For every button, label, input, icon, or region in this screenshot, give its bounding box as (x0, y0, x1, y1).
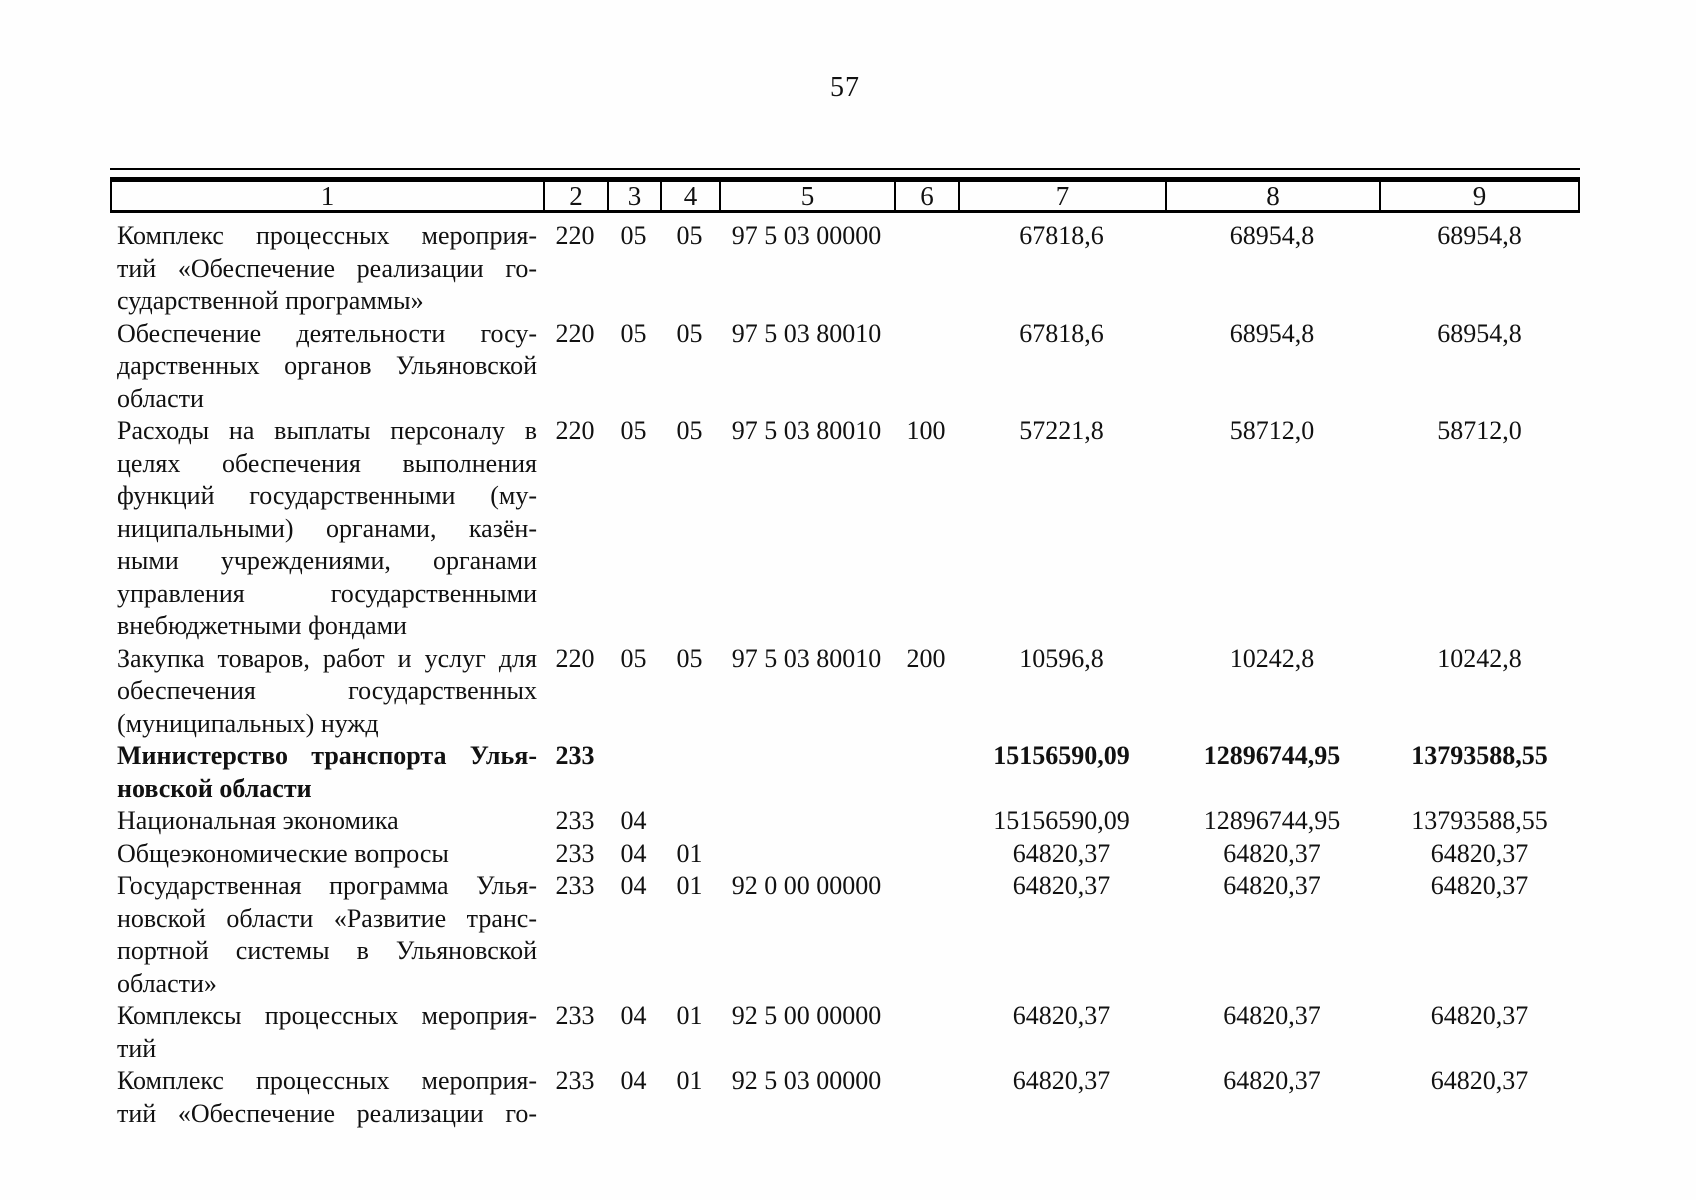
code-col2-cell: 233 (555, 741, 595, 770)
row-name-cell (110, 415, 543, 643)
code-col4-cell: 05 (676, 318, 703, 348)
budget-table (110, 168, 1580, 1130)
code-col2-cell: 233 (555, 871, 595, 900)
amount-col9-cell: 64820,37 (1430, 871, 1529, 900)
amount-col8-cell: 68954,8 (1229, 221, 1315, 250)
code-col2-cell: 220 (555, 643, 595, 673)
row-name-line: тий «Обеспечение реализации го- (117, 253, 537, 283)
row-name-line: ными учреждениями, органами (117, 546, 537, 575)
row-name-line: портной системы в Ульяновской (117, 936, 537, 965)
code-col6-cell: 100 (906, 416, 946, 445)
table-row (110, 1000, 1580, 1065)
row-name-line: тий «Обеспечение реализации го- (117, 1098, 537, 1128)
amount-col8-cell: 10242,8 (1229, 643, 1315, 673)
row-name-line: внебюджетными фондами (117, 611, 407, 640)
amount-col7-cell: 15156590,09 (993, 741, 1130, 770)
amount-col8-cell: 12896744,95 (1203, 806, 1341, 835)
table-row (110, 805, 1580, 838)
code-col2-cell: 220 (555, 221, 595, 250)
code-col5-cell: 97 5 03 80010 (731, 643, 882, 673)
row-name-line: обеспечения государственных (117, 676, 537, 705)
row-name-cell (110, 643, 543, 741)
header-col-4: 4 (662, 182, 721, 210)
row-name-line: целях обеспечения выполнения (117, 448, 537, 478)
table-row (110, 415, 1580, 643)
amount-col7-cell: 64820,37 (1012, 838, 1111, 868)
amount-col8-cell: 64820,37 (1223, 1066, 1321, 1095)
page-number: 57 (830, 72, 860, 103)
code-col3-cell: 05 (620, 221, 647, 250)
table-row (110, 220, 1580, 318)
amount-col7-cell: 64820,37 (1012, 1001, 1111, 1030)
row-name-line: Общеэкономические вопросы (117, 838, 449, 868)
table-row (110, 318, 1580, 416)
code-col3-cell: 04 (620, 871, 647, 900)
code-col3-cell: 04 (620, 806, 647, 835)
code-col2-cell: 233 (555, 838, 595, 868)
header-col-7: 7 (960, 182, 1167, 210)
amount-col9-cell: 68954,8 (1437, 221, 1522, 250)
code-col4-cell: 05 (676, 416, 703, 445)
table-row (110, 1065, 1580, 1130)
row-name-line: Министерство транспорта Улья- (117, 741, 537, 770)
code-col3-cell: 04 (620, 1001, 647, 1030)
amount-col7-cell: 67818,6 (1019, 318, 1104, 348)
header-col-5: 5 (721, 182, 896, 210)
row-name-line: области (117, 383, 204, 413)
amount-col9-cell: 64820,37 (1430, 838, 1529, 868)
row-name-line: Обеспечение деятельности госу- (117, 318, 537, 348)
code-col4-cell: 01 (676, 871, 703, 900)
header-col-1: 1 (112, 182, 545, 210)
code-col5-cell: 92 5 00 00000 (731, 1001, 882, 1030)
table-body (110, 213, 1580, 1130)
row-name-line: ниципальными) органами, казён- (117, 513, 537, 543)
row-name-line: дарственных органов Ульяновской (117, 351, 537, 380)
table-row (110, 740, 1580, 805)
row-name-cell (110, 318, 543, 416)
amount-col7-cell: 67818,6 (1019, 221, 1104, 250)
code-col3-cell: 05 (620, 643, 647, 673)
code-col5-cell: 97 5 03 80010 (731, 318, 882, 348)
row-name-cell (110, 1000, 543, 1065)
code-col4-cell: 01 (676, 1066, 703, 1095)
code-col2-cell: 233 (555, 806, 595, 835)
row-name-line: Комплекс процессных мероприя- (117, 221, 537, 250)
code-col5-cell: 92 5 03 00000 (731, 1066, 882, 1095)
table-row (110, 870, 1580, 1000)
table-row (110, 643, 1580, 741)
table-row (110, 838, 1580, 871)
row-name-cell (110, 1065, 543, 1130)
table-top-rule (110, 168, 1580, 170)
amount-col9-cell: 10242,8 (1437, 643, 1522, 673)
code-col3-cell: 05 (620, 318, 647, 348)
row-name-cell (110, 838, 543, 871)
row-name-line: управления государственными (117, 578, 537, 608)
code-col5-cell: 97 5 03 00000 (731, 221, 882, 250)
header-col-2: 2 (545, 182, 609, 210)
amount-col7-cell: 64820,37 (1012, 871, 1111, 900)
row-name-line: (муниципальных) нужд (117, 708, 379, 738)
code-col5-cell: 97 5 03 80010 (731, 416, 882, 445)
code-col5-cell: 92 0 00 00000 (731, 871, 882, 900)
code-col3-cell: 04 (620, 838, 647, 868)
row-name-line: области» (117, 968, 217, 998)
row-name-cell (110, 740, 543, 805)
amount-col8-cell: 64820,37 (1223, 871, 1321, 900)
amount-col9-cell: 64820,37 (1430, 1001, 1529, 1030)
code-col2-cell: 220 (555, 318, 595, 348)
code-col2-cell: 233 (555, 1066, 595, 1095)
code-col4-cell: 01 (676, 1001, 703, 1030)
code-col3-cell: 04 (620, 1066, 647, 1095)
header-col-8: 8 (1167, 182, 1381, 210)
amount-col9-cell: 13793588,55 (1411, 741, 1548, 770)
row-name-line: Закупка товаров, работ и услуг для (117, 643, 537, 673)
code-col2-cell: 233 (555, 1001, 595, 1030)
amount-col9-cell: 64820,37 (1430, 1066, 1529, 1095)
row-name-line: Комплексы процессных мероприя- (117, 1001, 537, 1030)
header-col-9: 9 (1472, 180, 1487, 211)
code-col4-cell: 05 (676, 221, 703, 250)
amount-col8-cell: 64820,37 (1223, 1001, 1321, 1030)
amount-col8-cell: 12896744,95 (1203, 741, 1341, 770)
amount-col9-cell: 68954,8 (1437, 318, 1522, 348)
row-name-line: функций государственными (му- (117, 481, 537, 510)
amount-col9-cell: 58712,0 (1437, 416, 1522, 445)
row-name-line: сударственной программы» (117, 286, 424, 315)
table-header-row (110, 177, 1580, 213)
code-col6-cell: 200 (906, 643, 946, 673)
row-name-cell (110, 805, 543, 838)
amount-col8-cell: 58712,0 (1229, 416, 1315, 445)
row-name-line: Национальная экономика (117, 806, 399, 835)
amount-col9-cell: 13793588,55 (1411, 806, 1548, 835)
amount-col7-cell: 10596,8 (1019, 643, 1104, 673)
code-col4-cell: 01 (676, 838, 703, 868)
code-col2-cell: 220 (555, 416, 595, 445)
row-name-cell (110, 870, 543, 1000)
header-col-3: 3 (609, 182, 662, 210)
row-name-line: новской области (117, 773, 312, 803)
row-name-line: Комплекс процессных мероприя- (117, 1066, 537, 1095)
code-col3-cell: 05 (620, 416, 647, 445)
row-name-line: Государственная программа Улья- (117, 871, 537, 900)
row-name-line: Расходы на выплаты персоналу в (117, 416, 537, 445)
row-name-cell (110, 220, 543, 318)
row-name-line: новской области «Развитие транс- (117, 903, 537, 933)
amount-col7-cell: 57221,8 (1019, 416, 1104, 445)
amount-col8-cell: 64820,37 (1223, 838, 1321, 868)
amount-col7-cell: 64820,37 (1012, 1066, 1111, 1095)
header-col-6: 6 (896, 182, 960, 210)
amount-col7-cell: 15156590,09 (993, 806, 1130, 835)
row-name-line: тий (117, 1033, 157, 1063)
code-col4-cell: 05 (676, 643, 703, 673)
amount-col8-cell: 68954,8 (1229, 318, 1315, 348)
